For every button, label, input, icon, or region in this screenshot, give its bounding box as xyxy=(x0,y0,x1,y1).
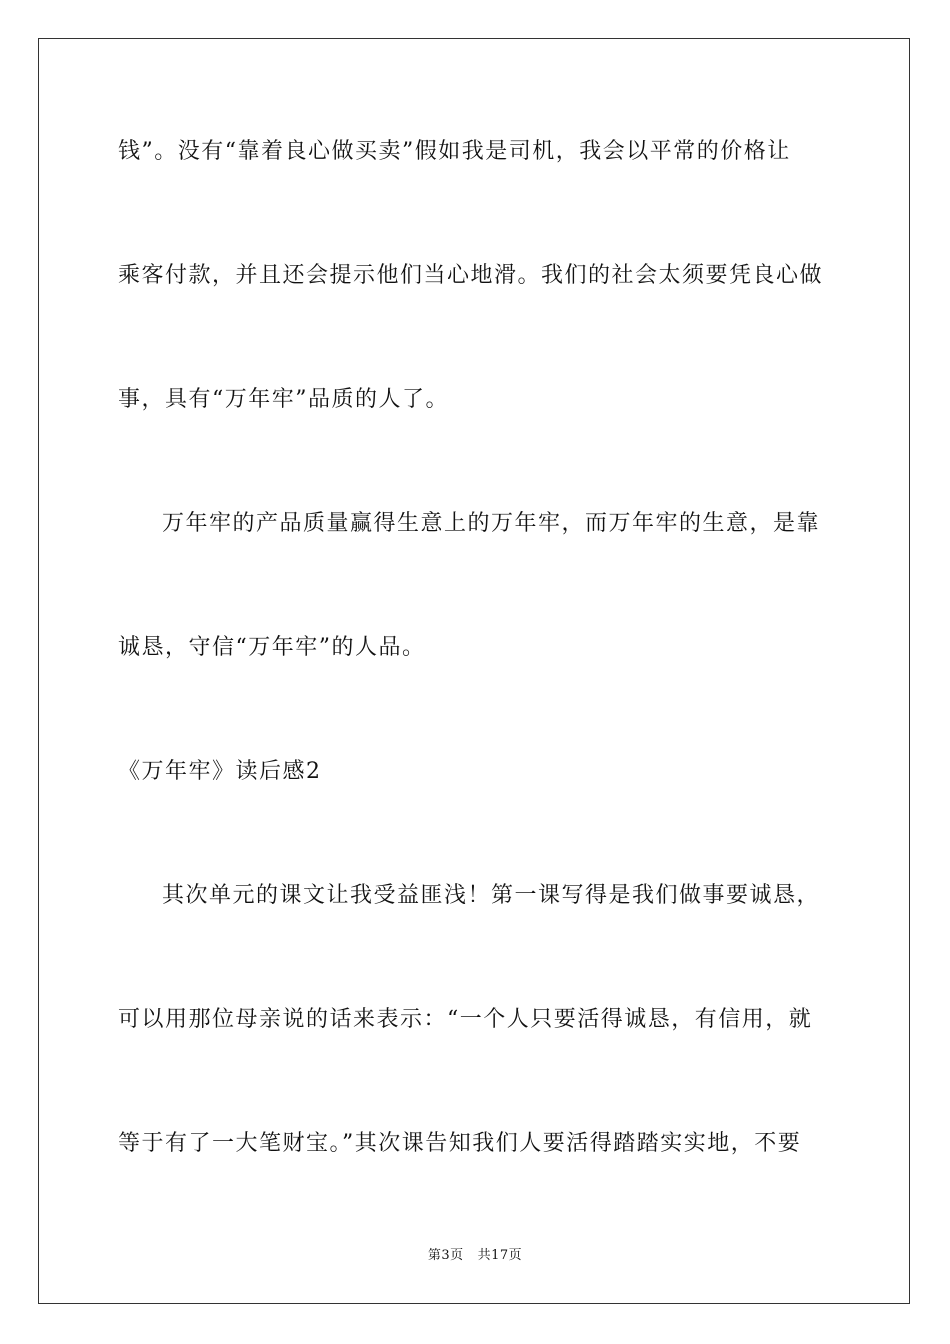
text-line-3: 事，具有“万年牢”品质的人了。 xyxy=(118,387,449,412)
text-line-9: 等于有了一大笔财宝。”其次课告知我们人要活得踏踏实实地，不要 xyxy=(118,1131,802,1156)
page-total: 共17页 xyxy=(477,1248,523,1263)
page-number: 第3页 xyxy=(427,1248,464,1263)
page-footer xyxy=(0,1247,950,1265)
text-line-2: 乘客付款，并且还会提示他们当心地滑。我们的社会太须要凭良心做 xyxy=(118,263,824,288)
text-line-8: 可以用那位母亲说的话来表示：“一个人只要活得诚恳，有信用，就 xyxy=(118,1007,813,1032)
text-line-1: 钱”。没有“靠着良心做买卖”假如我是司机，我会以平常的价格让 xyxy=(118,139,791,164)
page-border xyxy=(38,38,910,1304)
section-heading: 《万年牢》读后感2 xyxy=(118,759,322,784)
paragraph-start-2: 其次单元的课文让我受益匪浅！第一课写得是我们做事要诚恳， xyxy=(162,883,821,908)
text-line-5: 诚恳，守信“万年牢”的人品。 xyxy=(118,635,426,660)
paragraph-start-1: 万年牢的产品质量赢得生意上的万年牢，而万年牢的生意，是靠 xyxy=(162,511,821,536)
